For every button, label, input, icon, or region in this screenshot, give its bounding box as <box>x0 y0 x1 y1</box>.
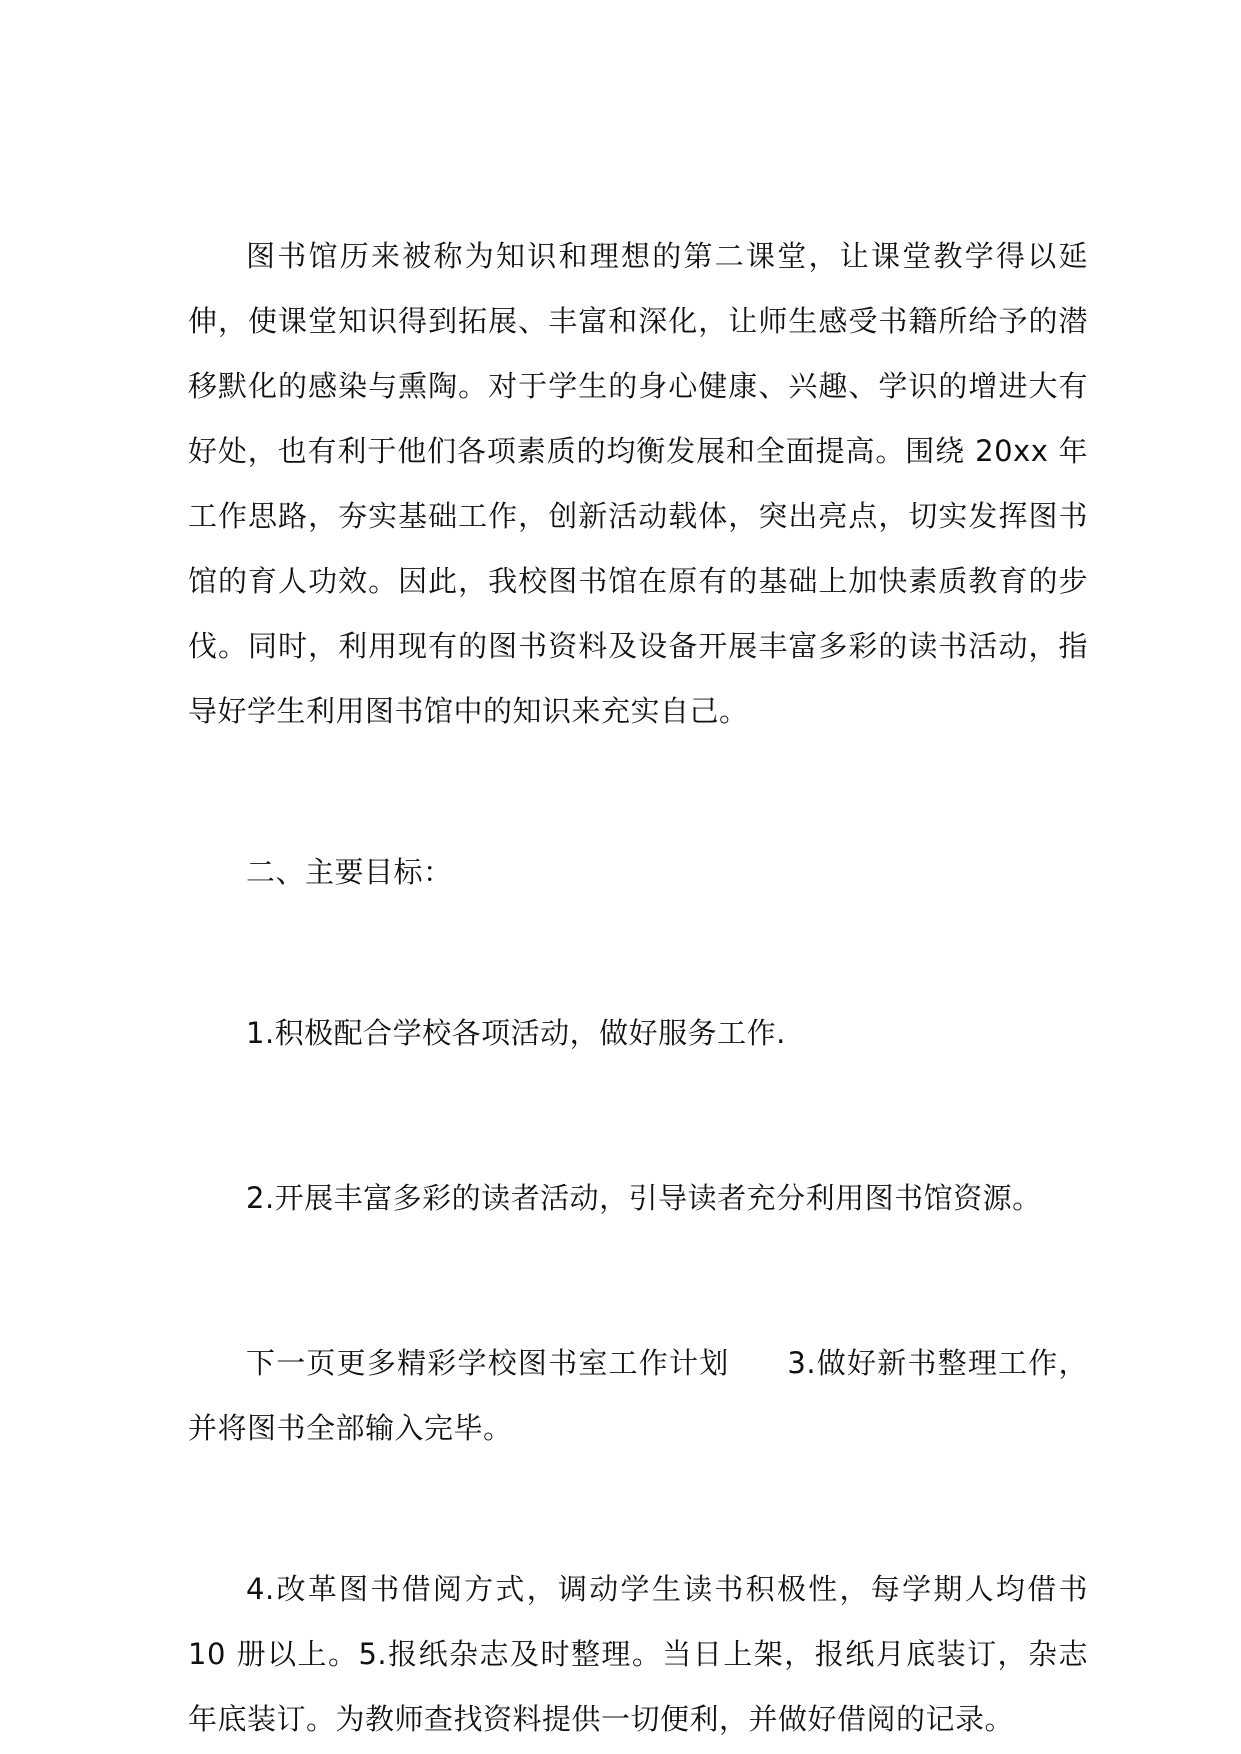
goal-item-1: 1.积极配合学校各项活动，做好服务工作. <box>246 1016 786 1050</box>
intro-paragraph: 图书馆历来被称为知识和理想的第二课堂，让课堂教学得以延伸，使课堂知识得到拓展、丰富和深化，让师生感受书籍所给予的潜移默化的感染与熏陶。对于学生的身心健康、兴趣、学识的增进大有好处，也有利于他们各项素质的均衡发展和全面提高。围绕 20xx 年工作思路，夯实基础工作，创新活动载体，突出亮点，切实发挥图书馆的育人功效。因此，我校图书馆在原有的基础上加快素质教育的步伐。同时，利用现有的图书资料及设备开展丰富多彩的读书活动，指导好学生利用图书馆中的知识来充实自己。 <box>188 239 1088 728</box>
document-body <box>188 224 1088 1752</box>
goal-items-4-5: 4.改革图书借阅方式，调动学生读书积极性，每学期人均借书 10 册以上。5.报纸杂志及时整理。当日上架，报纸月底装订，杂志年底装订。为教师查找资料提供一切便利，并做好借阅的记录。 <box>188 1572 1088 1736</box>
section-heading: 二、主要目标： <box>246 855 453 889</box>
next-page-link[interactable]: 下一页更多精彩学校图书室工作计划 <box>246 1346 730 1380</box>
goal-item-3-paragraph <box>188 1331 1088 1461</box>
goal-item-2: 2.开展丰富多彩的读者活动，引导读者充分利用图书馆资源。 <box>246 1181 1042 1215</box>
goal-item-3: 3.做好新书整理工作，并将图书全部输入完毕。 <box>188 1346 1088 1445</box>
